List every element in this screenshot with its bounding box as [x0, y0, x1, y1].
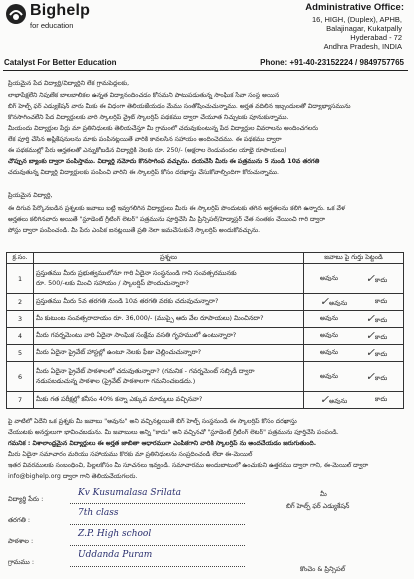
answer-no[interactable]: ✓కాదు	[365, 271, 388, 285]
address-line: 16, HIGH, (Duplex), APHB,	[311, 15, 402, 24]
stamp-label: కొంచెం & ప్రిన్సిపల్	[300, 565, 346, 573]
question-text: రూ. 500/-లకు మించి సహాయం / స్కాలర్షిప్ పొందుచున్నారా?	[36, 278, 189, 287]
answer-cell[interactable]	[304, 362, 404, 392]
student-name-field[interactable]: Kv Kusumalasa Srilata	[78, 488, 181, 498]
label-class: తరగతి :	[8, 516, 31, 524]
answer-yes[interactable]: అవును	[319, 331, 339, 339]
answer-cell[interactable]	[304, 328, 404, 345]
office-title: Administrative Office:	[305, 2, 404, 13]
check-mark-icon: ✓	[319, 393, 330, 406]
answer-no[interactable]: కాదు	[374, 297, 388, 305]
email-line: info@bighelp.org ద్వారా గాని తెలియచేయగలరు.	[8, 473, 138, 480]
table-row	[7, 345, 404, 362]
table-row	[7, 392, 404, 409]
answer-cell[interactable]	[304, 392, 404, 409]
note-line: మీరు ఏదైనా సమాచారం మరియు సహాయము కొరకు మా ప్రతినిధులను సంప్రదించండి లేదా ఈ-మెయిల్	[8, 451, 253, 458]
question-text: నడుపబడుచున్న పాఠశాల (ప్రైవేట్ పాఠశాలగా గమనించబడదు.)	[36, 376, 196, 385]
answer-yes[interactable]: ✓అవును	[319, 393, 348, 406]
question-text: ప్రస్తుతము మీరు 5వ తరగతి నుండి 10వ తరగతి వరకు చదువుచున్నారా?	[34, 294, 304, 311]
intro-line: ప్రియమైన పేద విద్యార్థి/విద్యార్థిని లేక గ్రామపెద్దలకు,	[8, 80, 130, 87]
address-line: Andhra Pradesh, INDIA	[323, 42, 402, 51]
check-mark-icon: ✓	[365, 271, 375, 285]
answer-no[interactable]: కాదు	[374, 395, 388, 403]
question-text: మీ కుటుంబ సంవత్సరాదాయం రూ. 36,000/- (ముప్పై ఆరు వేల రూపాయలు) మించినదా?	[34, 311, 304, 328]
field-underline	[70, 566, 245, 567]
row-number: 6	[7, 362, 34, 392]
note-line: ఇతర వివరములకు సంబంధించి, పిల్లలకోసం మీ సూచనలు ఇవ్వండి. సమాచారము అందుబాటులో ఉంచుకుని ఉత్తరము ద్వారా గాని, ఈ-మెయిల్ ద్వారా	[8, 462, 369, 469]
row-number: 7	[7, 392, 34, 409]
question-text: మీకు గత పరీక్షల్లో కనీసం 40% కన్నా ఎక్కువ మార్కులు వచ్చినవా?	[34, 392, 304, 409]
student-salutation: ప్రియమైన విద్యార్థి,	[8, 192, 53, 199]
school-field[interactable]: Z.P. High school	[78, 529, 152, 539]
label-village: గ్రామము :	[8, 558, 35, 566]
col-header-no: క్ర.సం.	[7, 253, 34, 264]
answer-no[interactable]: ✓కాదు	[365, 329, 388, 342]
address-line: Balajinagar, Kukatpally	[326, 24, 402, 33]
col-header-question: ప్రశ్నలు	[34, 253, 304, 264]
intro-line: లాభాపేక్షలేని నిపుణేక బాలబాలికల ఉన్నత విద్యానందించడం కోసమని పాటుపడుతున్న సాంఘిక సేవా సంస్థ అయిన	[8, 92, 280, 99]
check-mark-icon: ✓	[319, 295, 330, 308]
bighelp-logo-icon	[5, 3, 27, 25]
brand-name: Bighelp	[30, 2, 91, 19]
table-row	[7, 294, 404, 311]
closing-you: మీ	[320, 490, 327, 498]
question-cell	[34, 264, 304, 294]
student-line: అర్హతలు కలిగినవారు అయితే "స్టూడెంట్ గ్రీటింగ్ లెటర్" పత్రమును పూర్తిచేసి మీ ప్రిన్సిపల్/హెడ్మాస్టర్ చేత సంతకం చేయించి గారి ద్వారా	[8, 216, 326, 223]
answer-cell[interactable]	[304, 345, 404, 362]
answer-yes[interactable]: అవును	[319, 348, 339, 356]
answer-yes[interactable]: అవును	[319, 371, 339, 380]
intro-line: లేక పూర్తి చేసిన అప్లికేషనులను మాకు పంపినట్లయితే వారికి కావలసిన సహాయం అందించెదము. ఈ పథకము ద్వారా	[8, 136, 282, 143]
question-text: ప్రస్తుతము మీరు ప్రభుత్వములోనూ గారి ఏదైనా సంస్థనుండి గాని సంవత్సరమునకు	[36, 268, 237, 277]
row-number: 4	[7, 328, 34, 345]
answer-no[interactable]: ✓కాదు	[365, 369, 388, 383]
answer-yes[interactable]: అవును	[319, 314, 339, 322]
intro-line: ఈ పథకముల్లో పేరు ఆర్హతలతో ఎన్నుకోబడిన విద్యార్థికి నెలకు రూ. 250/- (అక్షరాల రెండువందల యాభై రూపాయలు)	[8, 147, 287, 154]
note-line: చేయుటకు అనర్హులుగా భావించబడును. మీ జవాబులు అన్ని "కాదు" అని వచ్చినచో "స్టూడెంట్ గ్రీటింగ్ లెటర్" పత్రమును పూర్తిచేసి పంపండి.	[8, 429, 339, 436]
eligibility-table	[6, 252, 404, 409]
row-number: 2	[7, 294, 34, 311]
answer-yes[interactable]: అవును	[319, 273, 339, 282]
phone-numbers: Phone: +91-40-23152224 / 9849757765	[260, 58, 404, 67]
student-line: ఈ దిగువ పేర్కొనబడిన ప్రశ్నలకు జవాబు బట్టి ఇవ్వగలిగిన విద్యార్థులు మీరు ఈ స్కాలర్షిప్ పొందుటకు తగిన అర్హతలను కలిగి ఉన్నారు. ఒక వేళ	[8, 205, 345, 212]
village-field[interactable]: Uddanda Puram	[78, 550, 153, 560]
check-mark-icon: ✓	[365, 369, 375, 383]
check-mark-icon: ✓	[365, 329, 375, 342]
answer-cell[interactable]	[304, 311, 404, 328]
table-row	[7, 328, 404, 345]
row-number: 3	[7, 311, 34, 328]
answer-cell[interactable]	[304, 294, 404, 311]
col-header-answer: జవాబు పై గుర్తు పెట్టండి	[304, 253, 404, 264]
table-row	[7, 264, 404, 294]
organization-signature: బిగ్ హెల్ప్ ఫర్ ఎడ్యుకేషన్	[286, 502, 350, 510]
question-text: మీరు ఏదైనా ప్రైవేట్ హాస్టల్లో ఉంటూ నెలకు ఫీజు చెల్లించుచున్నారా?	[34, 345, 304, 362]
intro-line: కొనసాగించలేని పేద విద్యార్థులకు వారి స్కాలర్షిప్ వ్రైట్ స్కాలర్షిప్ పథకము ద్వారా చేయూత నిచ్చుటకు పూనుకున్నాము.	[8, 114, 289, 121]
question-text: మీరు ఏదైనా ప్రైవేట్ పాఠశాలలో చదువుతున్నారా? (గమనిక - గవర్నమెంట్ సబ్సిడీ ద్వారా	[36, 366, 255, 375]
table-row	[7, 311, 404, 328]
answer-cell[interactable]	[304, 264, 404, 294]
label-student-name: విద్యార్థి పేరు :	[8, 495, 44, 503]
address-line: Hyderabad - 72	[350, 33, 402, 42]
answer-no[interactable]: ✓కాదు	[365, 312, 388, 325]
intro-line: మీయందు విద్యార్థుల పేర్లు మా ప్రతినిధులకు తెలియచేస్తూ మీ గ్రామంలో చదువుకుంటున్న పేద విద్యార్థుల వివరాలను అందించగలరు	[8, 125, 318, 132]
intro-line: బిగ్ హెల్ప్ ఫర్ ఎడ్యుకేషన్ వారు మీకు ఈ విధంగా తెలియజేయడం మేము సంతోషించుచున్నాము. అర్హత వదిలిన ఇబ్బందులతో విద్యాభ్యాసమును	[8, 103, 351, 110]
brand-subtitle: for education	[30, 21, 74, 30]
answer-no[interactable]: ✓కాదు	[365, 346, 388, 359]
note-line: పై వాటిలో ఏదేని ఒక ప్రశ్నకు మీ జవాబు "అవును" అని వచ్చినట్లయితే బిగ్ హెల్ప్ సంస్థనుండి ఈ స్కాలర్షిప్ కోసం దరఖాస్తు	[8, 418, 297, 425]
question-text: మీరు గవర్నమెంటు వారి ఏదైనా సాంఘిక సంక్షేమ వసతి గృహములో ఉంటున్నారా?	[34, 328, 304, 345]
answer-yes[interactable]: ✓అవును	[319, 295, 348, 308]
student-line: పోస్టు ద్వారా పంపించండి. మీ పేరు ఎంపిక ఐనట్లయితే ప్రతి నెలా జమచేసుకునే స్కాలర్షిప్ అందుకోవచ్చును.	[8, 227, 261, 234]
table-row	[7, 362, 404, 392]
note-line: గమనిక : విశాలాంధ్రమైన విద్యార్థులు ఈ అర్హత జాబితా ఆధారముగా ఎంపికగాని వారికి స్కాలర్షిప్ ను అందచేయడం జరుగుతుంది.	[8, 440, 317, 447]
row-number: 1	[7, 264, 34, 294]
question-cell	[34, 362, 304, 392]
check-mark-icon: ✓	[365, 312, 375, 325]
class-field[interactable]: 7th class	[78, 508, 119, 518]
table-header-row	[7, 253, 404, 264]
tagline: Catalyst For Better Education	[4, 58, 117, 67]
intro-line: చదువుతున్న విద్యార్థి విద్యార్థులకు పంపించి వారిని ఈ స్కాలర్షిప్ కోసం దరఖాస్తు చేసుకోవాల్సిందిగా కోరుచున్నాము.	[8, 169, 280, 176]
intro-line: చొప్పున బ్యాంకు ద్వారా పంపిస్తాము. విద్యార్థి నమోదు కొనసాగింప వచ్చును. దయచేసి మీరు ఈ పత్రమును 5 నుండి 10వ తరగతి	[8, 158, 320, 165]
header-divider	[3, 70, 408, 71]
label-school: పాఠశాల :	[8, 537, 34, 545]
check-mark-icon: ✓	[365, 346, 375, 359]
field-underline	[70, 545, 245, 546]
field-underline	[70, 503, 245, 504]
field-underline	[70, 524, 245, 525]
row-number: 5	[7, 345, 34, 362]
